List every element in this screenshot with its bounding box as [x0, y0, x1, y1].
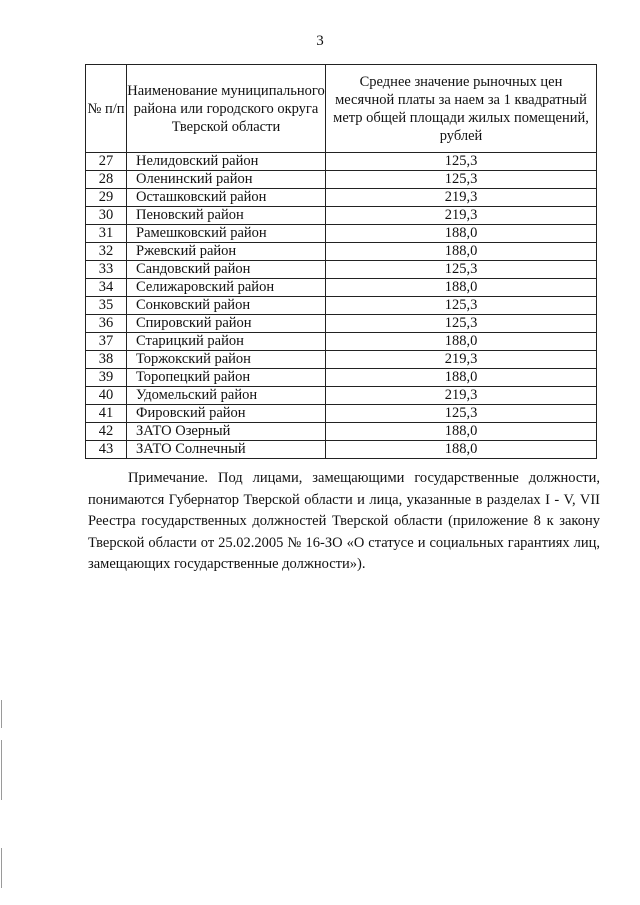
table-row: [86, 369, 597, 387]
page-number: 3: [316, 33, 324, 49]
table-header-row: [86, 65, 597, 153]
row-number-cell: 41: [86, 405, 127, 423]
row-number-cell: 33: [86, 261, 127, 279]
price-value-cell: 188,0: [326, 441, 597, 459]
municipality-name-cell: Удомельский район: [127, 387, 326, 405]
row-number-cell: 37: [86, 333, 127, 351]
price-value-cell: 219,3: [326, 351, 597, 369]
municipality-name-cell: Спировский район: [127, 315, 326, 333]
municipality-name-cell: Сандовский район: [127, 261, 326, 279]
price-value-cell: 125,3: [326, 153, 597, 171]
table-row: [86, 351, 597, 369]
table-row: [86, 279, 597, 297]
municipality-name-cell: Осташковский район: [127, 189, 326, 207]
price-value-cell: 125,3: [326, 261, 597, 279]
municipality-name-cell: Селижаровский район: [127, 279, 326, 297]
price-value-cell: 188,0: [326, 243, 597, 261]
row-number-cell: 43: [86, 441, 127, 459]
table-row: [86, 153, 597, 171]
row-number-cell: 34: [86, 279, 127, 297]
table-row: [86, 297, 597, 315]
municipality-name-cell: Ржевский район: [127, 243, 326, 261]
municipality-name-cell: ЗАТО Озерный: [127, 423, 326, 441]
municipality-name-cell: Оленинский район: [127, 171, 326, 189]
row-number-cell: 42: [86, 423, 127, 441]
row-number-cell: 28: [86, 171, 127, 189]
header-average-price: Среднее значение рыночных цен месячной платы за наем за 1 квадратный метр общей площади жилых помещений, рублей: [326, 65, 597, 153]
price-value-cell: 219,3: [326, 189, 597, 207]
scan-edge-mark: [1, 848, 2, 888]
table-row: [86, 225, 597, 243]
price-value-cell: 188,0: [326, 423, 597, 441]
row-number-cell: 40: [86, 387, 127, 405]
price-value-cell: 188,0: [326, 225, 597, 243]
row-number-cell: 27: [86, 153, 127, 171]
scan-edge-mark: [1, 740, 2, 800]
rental-prices-table: [85, 64, 597, 459]
price-value-cell: 125,3: [326, 297, 597, 315]
row-number-cell: 32: [86, 243, 127, 261]
table-row: [86, 333, 597, 351]
table-row: [86, 405, 597, 423]
note-paragraph: Примечание. Под лицами, замещающими государственные должности, понимаются Губернатор Тверской области и лица, указанные в разделах I - V, VII Реестра государственных должностей Тверской области (приложение 8 к закону Тверской области от 25.02.2005 № 16-ЗО «О статусе и социальных гарантиях лиц, замещающих государственные должности»).: [88, 470, 600, 572]
row-number-cell: 29: [86, 189, 127, 207]
table-row: [86, 315, 597, 333]
table-row: [86, 189, 597, 207]
row-number-cell: 30: [86, 207, 127, 225]
table-body: [86, 153, 597, 459]
row-number-cell: 36: [86, 315, 127, 333]
scan-edge-mark: [1, 700, 2, 728]
price-value-cell: 188,0: [326, 369, 597, 387]
price-value-cell: 219,3: [326, 387, 597, 405]
price-value-cell: 125,3: [326, 405, 597, 423]
price-value-cell: 188,0: [326, 333, 597, 351]
municipality-name-cell: Рамешковский район: [127, 225, 326, 243]
table-row: [86, 441, 597, 459]
header-row-number: № п/п: [86, 65, 127, 153]
municipality-name-cell: Торжокский район: [127, 351, 326, 369]
price-value-cell: 219,3: [326, 207, 597, 225]
table-row: [86, 171, 597, 189]
row-number-cell: 38: [86, 351, 127, 369]
municipality-name-cell: Старицкий район: [127, 333, 326, 351]
price-value-cell: 125,3: [326, 315, 597, 333]
table-row: [86, 423, 597, 441]
price-value-cell: 188,0: [326, 279, 597, 297]
table-row: [86, 207, 597, 225]
row-number-cell: 39: [86, 369, 127, 387]
municipality-name-cell: Нелидовский район: [127, 153, 326, 171]
price-value-cell: 125,3: [326, 171, 597, 189]
table-row: [86, 243, 597, 261]
table-row: [86, 387, 597, 405]
municipality-name-cell: Сонковский район: [127, 297, 326, 315]
municipality-name-cell: Фировский район: [127, 405, 326, 423]
municipality-name-cell: ЗАТО Солнечный: [127, 441, 326, 459]
table-row: [86, 261, 597, 279]
row-number-cell: 35: [86, 297, 127, 315]
header-municipality-name: Наименование муниципального района или городского округа Тверской области: [127, 65, 326, 153]
row-number-cell: 31: [86, 225, 127, 243]
municipality-name-cell: Пеновский район: [127, 207, 326, 225]
municipality-name-cell: Торопецкий район: [127, 369, 326, 387]
